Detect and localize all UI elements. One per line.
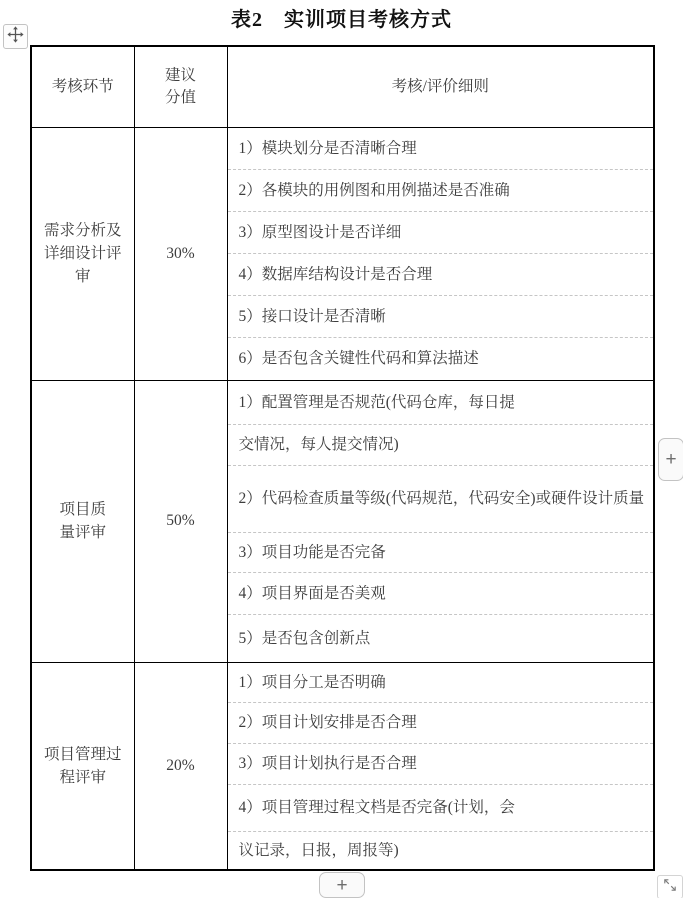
phase-cell[interactable]	[31, 380, 134, 662]
header-criteria[interactable]: 考核/评价细则	[227, 46, 654, 127]
header-phase[interactable]: 考核环节	[31, 46, 134, 127]
assessment-table	[30, 45, 655, 871]
criteria-cell[interactable]: 5）接口设计是否清晰	[227, 295, 654, 337]
phase-line: 量评审	[59, 524, 106, 541]
insert-column-button[interactable]	[658, 438, 683, 481]
criteria-cell[interactable]: 1）配置管理是否规范(代码仓库，每日提	[227, 380, 654, 424]
resize-diagonal-icon	[662, 877, 678, 898]
phase-line: 程评审	[59, 768, 106, 786]
criteria-cell[interactable]: 2）项目计划安排是否合理	[227, 702, 654, 743]
header-score[interactable]	[134, 46, 227, 127]
criteria-cell[interactable]: 4）项目管理过程文档是否完备(计划，会	[227, 784, 654, 831]
criteria-cell[interactable]: 3）项目功能是否完备	[227, 532, 654, 572]
criteria-cell[interactable]: 4）项目界面是否美观	[227, 572, 654, 614]
criteria-cell[interactable]: 4）数据库结构设计是否合理	[227, 253, 654, 295]
criteria-cell[interactable]: 交情况，每人提交情况)	[227, 424, 654, 465]
criteria-cell[interactable]: 1）模块划分是否清晰合理	[227, 127, 654, 169]
criteria-cell[interactable]: 议记录，日报，周报等)	[227, 831, 654, 870]
criteria-cell[interactable]: 3）原型图设计是否详细	[227, 211, 654, 253]
phase-cell[interactable]	[31, 127, 134, 380]
insert-row-button[interactable]	[319, 872, 365, 898]
criteria-row	[31, 127, 654, 169]
page-title: 表2 实训项目考核方式	[231, 9, 452, 31]
criteria-cell[interactable]: 6）是否包含关键性代码和算法描述	[227, 337, 654, 380]
table-move-handle[interactable]	[3, 24, 28, 49]
score-cell[interactable]: 30%	[134, 127, 227, 380]
phase-cell[interactable]	[31, 662, 134, 870]
move-icon	[7, 26, 24, 48]
criteria-cell[interactable]: 2）各模块的用例图和用例描述是否准确	[227, 169, 654, 211]
table-resize-handle[interactable]	[657, 875, 683, 898]
header-score-line1: 建议	[164, 66, 196, 84]
criteria-row	[31, 380, 654, 424]
plus-icon: +	[336, 874, 348, 896]
header-score-line2: 分值	[164, 88, 196, 106]
criteria-cell[interactable]: 5）是否包含创新点	[227, 614, 654, 662]
phase-line: 审	[74, 268, 91, 285]
plus-icon: +	[665, 449, 677, 470]
assessment-table-body	[31, 127, 654, 870]
score-cell[interactable]: 20%	[134, 662, 227, 870]
table-header-row	[31, 46, 654, 127]
phase-line: 项目质	[59, 501, 106, 518]
score-cell[interactable]: 50%	[134, 380, 227, 662]
criteria-cell[interactable]: 1）项目分工是否明确	[227, 662, 654, 702]
criteria-row	[31, 662, 654, 702]
phase-line: 需求分析及	[43, 222, 122, 239]
phase-line: 详细设计评	[43, 245, 122, 262]
phase-line: 项目管理过	[43, 745, 122, 763]
criteria-cell[interactable]: 2）代码检查质量等级(代码规范，代码安全)或硬件设计质量	[227, 465, 654, 532]
criteria-cell[interactable]: 3）项目计划执行是否合理	[227, 743, 654, 784]
